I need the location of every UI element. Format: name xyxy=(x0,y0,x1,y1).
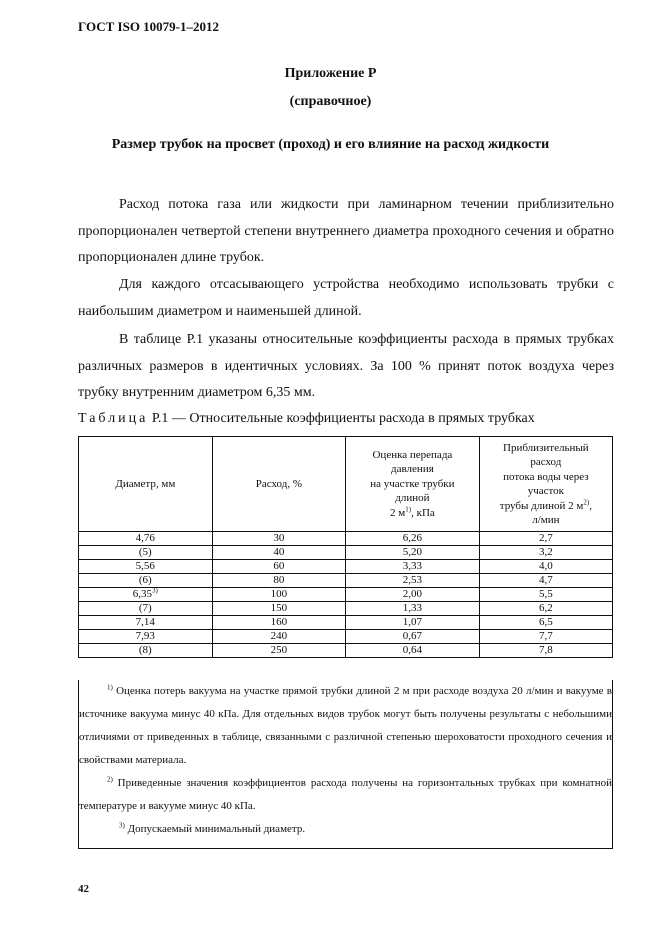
table-caption-text: Р.1 — Относительные коэффициенты расхода в прямых трубках xyxy=(151,411,535,426)
footnote-2: $^{2)}$ Приведенные значения коэффициентов расхода получены на горизонтальных трубках при комнатной температуре и вакууме минус 40 кПа. xyxy=(79,775,612,812)
cell-pressure: 2,53 xyxy=(346,574,480,588)
table-row xyxy=(79,574,613,588)
cell-diameter: 7,14 xyxy=(79,616,213,630)
table-caption-label: Таблица xyxy=(78,411,149,426)
table-row xyxy=(79,532,613,546)
cell-flow: 150 xyxy=(212,602,345,616)
table-row xyxy=(79,560,613,574)
appendix-status: (справочное) xyxy=(289,94,372,109)
cell-water: 4,7 xyxy=(479,574,612,588)
cell-pressure: 1,07 xyxy=(346,616,480,630)
cell-flow: 250 xyxy=(212,644,345,658)
cell-diameter: (8) xyxy=(79,644,213,658)
header-diameter: Диаметр, мм xyxy=(79,437,213,532)
cell-flow: 80 xyxy=(212,574,345,588)
table-row xyxy=(79,616,613,630)
cell-flow: 60 xyxy=(212,560,345,574)
cell-pressure: 0,67 xyxy=(346,630,480,644)
cell-flow: 100 xyxy=(212,588,345,602)
paragraph-3: В таблице Р.1 указаны относительные коэффициенты расхода в прямых трубках различных размеров в идентичных условиях. За 100 % принят поток воздуха через трубку внутренним диаметром 6,35 мм. xyxy=(78,332,614,400)
cell-pressure: 2,00 xyxy=(346,588,480,602)
cell-water: 7,8 xyxy=(479,644,612,658)
table-row xyxy=(79,546,613,560)
footnote-3: $^{3)}$ Допускаемый минимальный диаметр. xyxy=(119,821,306,835)
cell-pressure: 6,26 xyxy=(346,532,480,546)
paragraph-2: Для каждого отсасывающего устройства необходимо использовать трубки с наибольшим диаметром и наименьшей длиной. xyxy=(78,277,614,319)
table-row xyxy=(79,630,613,644)
table-row xyxy=(79,588,613,602)
appendix-title: Приложение Р xyxy=(284,66,377,81)
table-header-row xyxy=(79,437,613,532)
table-row xyxy=(79,602,613,616)
cell-pressure: 5,20 xyxy=(346,546,480,560)
paragraph-1: Расход потока газа или жидкости при ламинарном течении приблизительно пропорционален четвертой степени внутреннего диаметра проходного сечения и обратно пропорционален длине трубок. xyxy=(78,197,614,265)
document-header: ГОСТ ISO 10079-1–2012 xyxy=(78,19,220,34)
cell-pressure: 0,64 xyxy=(346,644,480,658)
cell-diameter: (7) xyxy=(79,602,213,616)
cell-diameter: (6) xyxy=(79,574,213,588)
cell-diameter: 6,35$^{3)}$ xyxy=(79,588,213,602)
section-title: Размер трубок на просвет (проход) и его влияние на расход жидкости xyxy=(111,137,550,152)
cell-flow: 40 xyxy=(212,546,345,560)
cell-flow: 30 xyxy=(212,532,345,546)
table-row xyxy=(79,644,613,658)
cell-diameter: 4,76 xyxy=(79,532,213,546)
cell-water: 3,2 xyxy=(479,546,612,560)
cell-pressure: 1,33 xyxy=(346,602,480,616)
cell-water: 4,0 xyxy=(479,560,612,574)
table-footnotes xyxy=(78,680,613,849)
cell-flow: 240 xyxy=(212,630,345,644)
cell-diameter: (5) xyxy=(79,546,213,560)
flow-coefficients-table xyxy=(78,436,613,658)
cell-diameter: 5,56 xyxy=(79,560,213,574)
header-pressure: Оценка перепада давления на участке трубки длиной 2 $м^{1)}$, кПа xyxy=(346,437,480,532)
footnote-1: $^{1)}$ Оценка потерь вакуума на участке прямой трубки длиной 2 м при расходе воздуха 20 л/мин и вакууме в источнике вакуума минус 40 кПа. Для отдельных видов трубок могут быть получены результаты с небольшими отличиями от приведенных в таблице, связанными с различной степенью шероховатости проходного сечения и свойствами материала. xyxy=(79,683,612,766)
cell-diameter: 7,93 xyxy=(79,630,213,644)
table-caption xyxy=(78,411,535,427)
cell-water: 6,5 xyxy=(479,616,612,630)
cell-water: 6,2 xyxy=(479,602,612,616)
cell-water: 7,7 xyxy=(479,630,612,644)
page-number: 42 xyxy=(78,883,89,895)
cell-water: 2,7 xyxy=(479,532,612,546)
cell-flow: 160 xyxy=(212,616,345,630)
cell-pressure: 3,33 xyxy=(346,560,480,574)
header-flow: Расход, % xyxy=(212,437,345,532)
header-water-flow: Приблизительный расход потока воды через участок трубы длиной 2 $м^{2)}$, л/мин xyxy=(479,437,612,532)
cell-water: 5,5 xyxy=(479,588,612,602)
